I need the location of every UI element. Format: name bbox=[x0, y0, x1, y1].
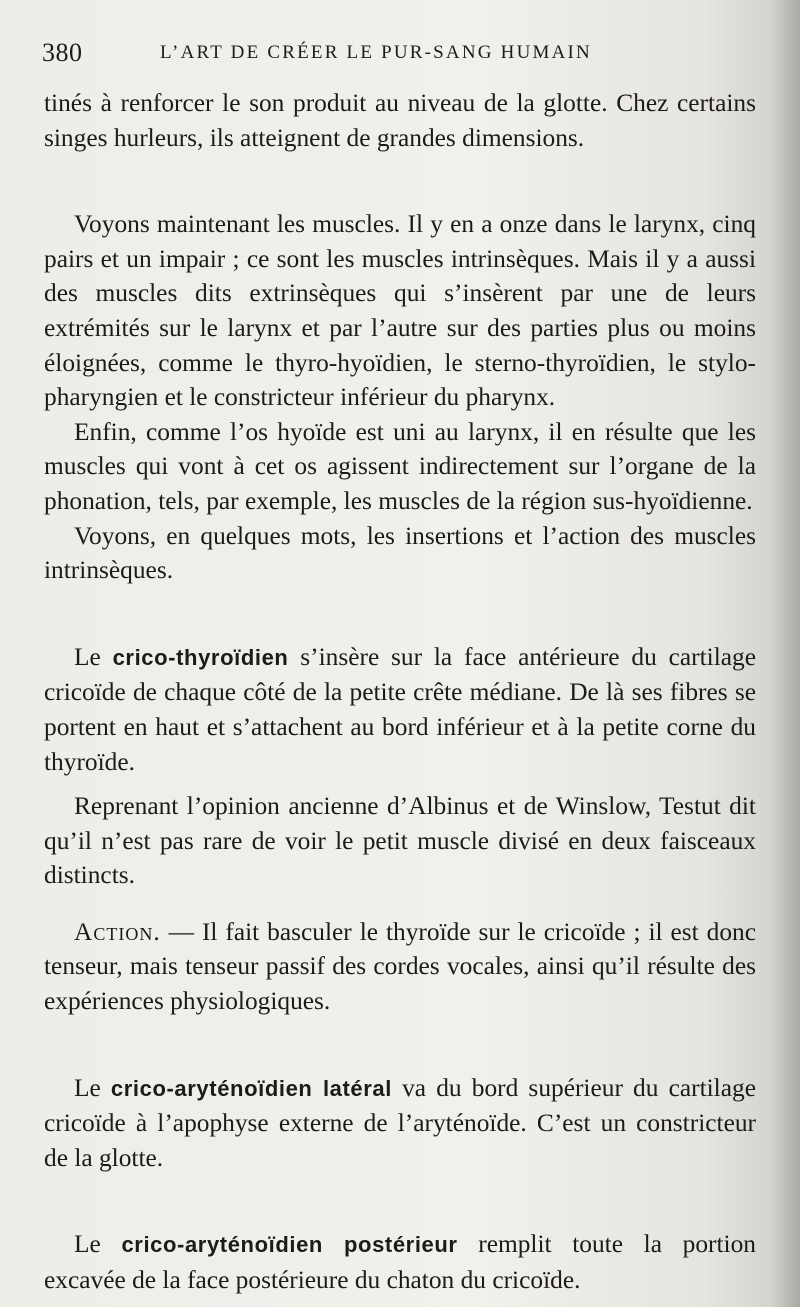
paragraph-muscles-intro: Voyons maintenant les muscles. Il y en a onze dans le larynx, cinq pairs et un impair ; ce sont les muscles intrinsèques. Mais il y a aussi des muscles dits extrinsèques qui s’insèrent par une de leurs extrémités sur le larynx et par l’autre sur des parties plus ou moins éloignées, comme le thyro-hyoïdien, le sterno-thyroïdien, le stylo-pharyngien et le constricteur inférieur du pharynx. bbox=[44, 210, 756, 412]
action-label: Action. bbox=[74, 917, 161, 946]
page-header bbox=[42, 38, 757, 72]
paragraph-lead: Le bbox=[74, 1230, 122, 1259]
paragraph-rest: va du bord supérieur du cartilage cricoïde à l’apophyse externe de l’aryténoïde. C’est un constricteur de la glotte. bbox=[44, 1073, 756, 1172]
paragraph-albinus: Reprenant l’opinion ancienne d’Albinus et de Winslow, Testut dit qu’il n’est pas rare de voir le petit muscle divisé en deux faisceaux distincts. bbox=[44, 792, 756, 890]
paragraph-rest: remplit toute la portion excavée de la face postérieure du chaton du cricoïde. bbox=[44, 1230, 756, 1295]
page-number: 380 bbox=[42, 38, 83, 67]
running-title: L’ART DE CRÉER LE PUR-SANG HUMAIN bbox=[160, 42, 592, 63]
paragraph-continuation: tinés à renforcer le son produit au niveau de la glotte. Chez certains singes hurleurs, ils atteignent de grandes dimensions. bbox=[44, 89, 756, 152]
paragraph-crico-arytenoid-lateral bbox=[44, 1071, 756, 1176]
paragraph-insertions: Voyons, en quelques mots, les insertions et l’action des muscles intrinsèques. bbox=[44, 521, 756, 585]
page-edge-shadow bbox=[770, 0, 800, 1307]
paragraph-crico-thyroid bbox=[44, 640, 756, 779]
paragraph-action bbox=[44, 915, 756, 1019]
paragraph-rest: s’insère sur la face antérieure du cartilage cricoïde de chaque côté de la petite crête médiane. De là ses fibres se portent en haut et s’attachent au bord inférieur et à la petite corne du thyroïde. bbox=[44, 642, 756, 776]
muscle-term: crico-aryténoïdien postérieur bbox=[121, 1232, 458, 1258]
muscle-term: crico-thyroïdien bbox=[112, 644, 289, 670]
paragraph-crico-arytenoid-posterior bbox=[44, 1227, 756, 1297]
paragraph-rest: — Il fait basculer le thyroïde sur le cricoïde ; il est donc tenseur, mais tenseur passif des cordes vocales, ainsi qu’il résulte des expériences physiologiques. bbox=[44, 917, 756, 1016]
paragraph-lead: Le bbox=[74, 1073, 111, 1102]
paragraph-hyoid: Enfin, comme l’os hyoïde est uni au larynx, il en résulte que les muscles qui vont à cet os agissent indirectement sur l’organe de la phonation, tels, par exemple, les muscles de la région sus-hyoïdienne. bbox=[44, 417, 756, 515]
paragraph-lead: Le bbox=[74, 642, 113, 671]
muscle-term: crico-aryténoïdien latéral bbox=[110, 1075, 392, 1101]
body-text bbox=[44, 86, 756, 1298]
